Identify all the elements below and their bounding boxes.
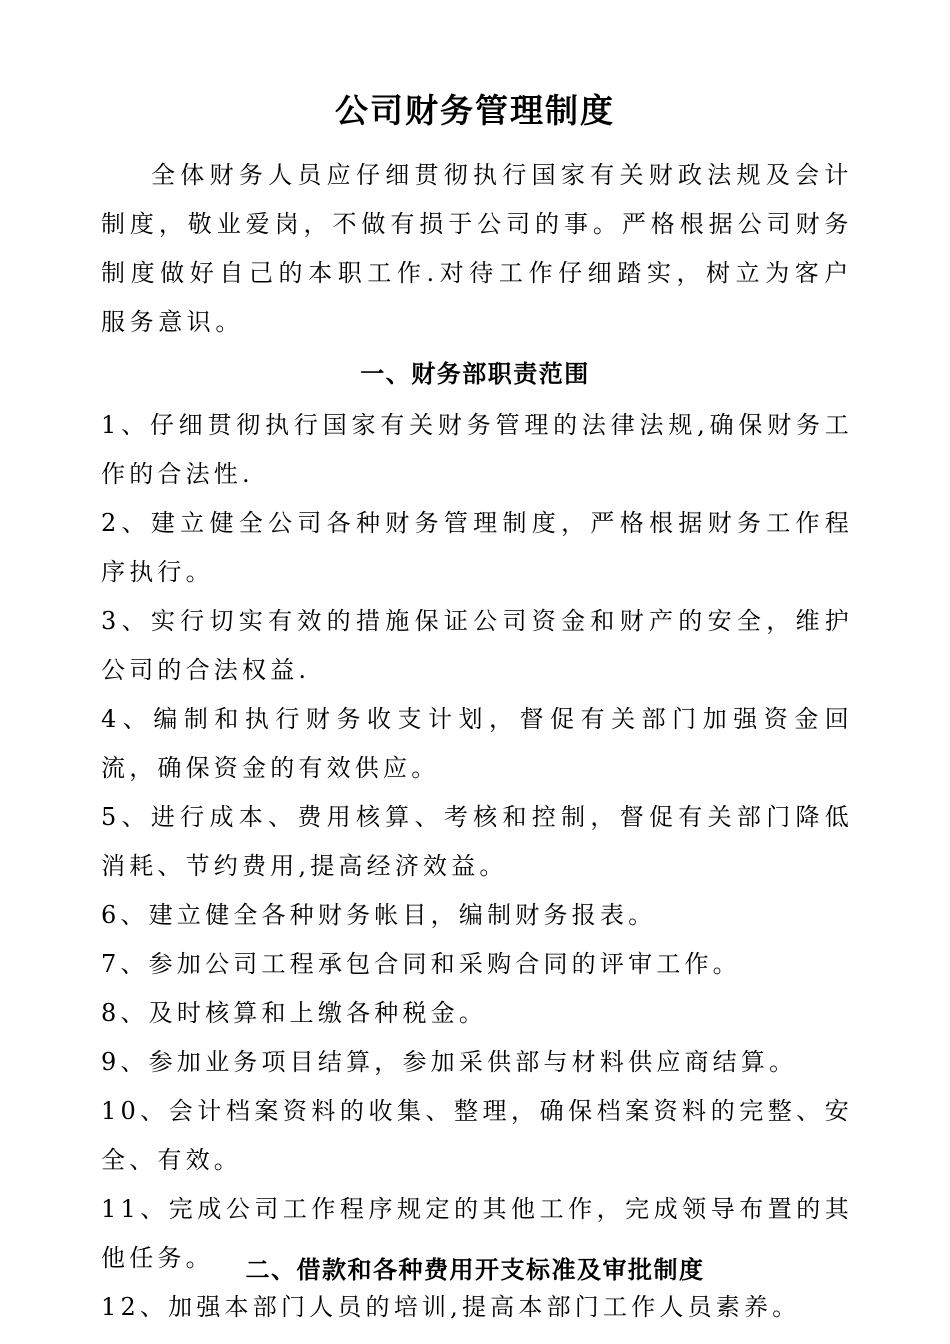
- intro-paragraph: 全体财务人员应仔细贯彻执行国家有关财政法规及会计制度，敬业爱岗，不做有损于公司的事。严格根据公司财务制度做好自己的本职工作.对待工作仔细踏实，树立为客户服务意识。: [101, 161, 853, 336]
- document-title: 公司财务管理制度: [335, 91, 615, 130]
- list-item: 9、参加业务项目结算，参加采供部与材料供应商结算。: [101, 1048, 798, 1076]
- list-item: 10、会计档案资料的收集、整理，确保档案资料的完整、安全、有效。: [101, 1097, 853, 1174]
- list-item: 8、及时核算和上缴各种税金。: [101, 999, 488, 1027]
- list-item: 1、仔细贯彻执行国家有关财务管理的法律法规,确保财务工作的合法性.: [101, 411, 853, 488]
- list-item: 12、加强本部门人员的培训,提高本部门工作人员素养。: [101, 1293, 801, 1321]
- list-item: 3、实行切实有效的措施保证公司资金和财产的安全，维护公司的合法权益.: [101, 607, 853, 684]
- list-item: 7、参加公司工程承包合同和采购合同的评审工作。: [101, 950, 741, 978]
- list-item: 2、建立健全公司各种财务管理制度，严格根据财务工作程序执行。: [101, 509, 853, 586]
- list-item: 4、编制和执行财务收支计划，督促有关部门加强资金回流，确保资金的有效供应。: [101, 705, 853, 782]
- responsibility-list: [101, 401, 853, 1332]
- list-item: 5、进行成本、费用核算、考核和控制，督促有关部门降低消耗、节约费用,提高经济效益。: [101, 803, 853, 880]
- section-heading-responsibilities: 一、财务部职责范围: [360, 360, 590, 388]
- list-item: 6、建立健全各种财务帐目，编制财务报表。: [101, 901, 657, 929]
- list-item: 11、完成公司工作程序规定的其他工作，完成领导布置的其他任务。: [101, 1195, 853, 1272]
- section-heading-expense-approval: 二、借款和各种费用开支标准及审批制度: [245, 1256, 705, 1284]
